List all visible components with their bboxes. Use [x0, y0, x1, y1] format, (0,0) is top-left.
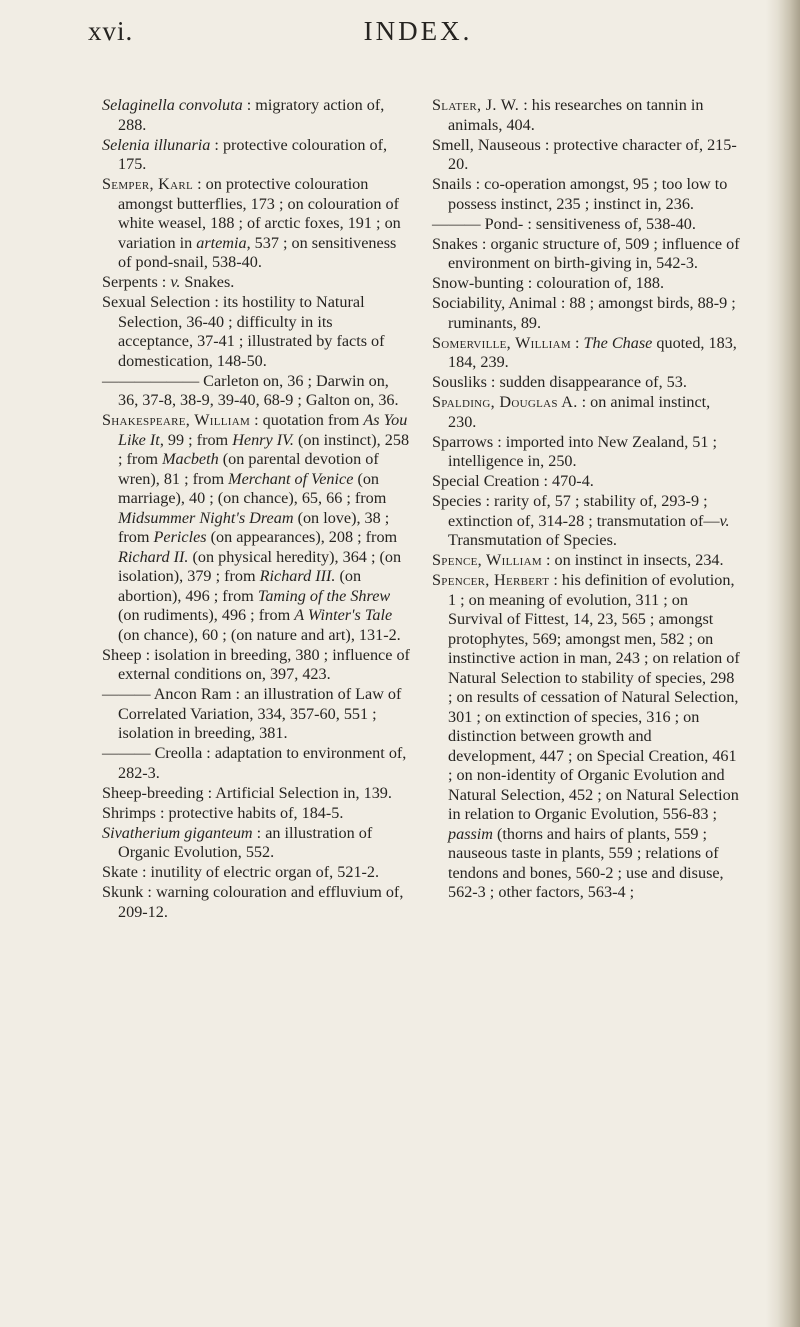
entry-text: : quotation from	[250, 411, 364, 429]
italic-term: Sivatherium giganteum	[102, 823, 253, 842]
index-entry	[102, 372, 410, 411]
entry-text: :	[570, 333, 584, 352]
italic-term: Pericles	[153, 528, 207, 546]
entry-text: Snakes.	[180, 273, 235, 291]
index-entry	[432, 334, 740, 373]
entry-text: Skate : inutility of electric organ of, 521-2.	[102, 863, 380, 881]
entry-text: (on instinct), 258 ; from	[118, 430, 410, 468]
entry-text: , 99 ; from	[159, 430, 233, 449]
entry-text: Snakes : organic structure of, 509 ; influence of environment on birth-giving in, 542-3.	[432, 234, 740, 272]
italic-term: Richard II.	[118, 547, 189, 566]
index-entry	[102, 804, 410, 824]
index-heading-name: Somerville, William	[432, 333, 571, 352]
index-entry	[102, 744, 410, 783]
entry-text: (on chance), 60 ; (on nature and art), 131-2.	[118, 625, 401, 644]
index-entry	[432, 235, 740, 274]
entry-text: Species : rarity of, 57 ; stability of, 293-9 ; extinction of, 314-28 ; transmutation of—	[432, 492, 720, 530]
ditto-dash: ———	[102, 685, 151, 703]
entry-text: (thorns and hairs of plants, 559 ; nauseous taste in plants, 559 ; relations of tendons and bones, 560-2 ; use and disuse, 562-3 ; other factors, 563-4 ;	[448, 824, 724, 901]
index-entry	[432, 373, 740, 393]
entry-text: : on animal instinct, 230.	[448, 393, 711, 431]
entry-text: (on appearances), 208 ; from	[206, 528, 398, 546]
entry-text: Sociability, Animal : 88 ; amongst birds, 88-9 ; ruminants, 89.	[432, 294, 736, 332]
ditto-dash: ——————	[102, 371, 200, 390]
entry-text: Skunk : warning colouration and effluvium of, 209-12.	[102, 883, 404, 921]
italic-term: Richard III.	[259, 567, 336, 585]
italic-term: Midsummer Night's Dream	[118, 508, 294, 527]
italic-term: Merchant of Venice	[228, 469, 354, 488]
italic-term: v.	[719, 511, 730, 530]
ditto-dash: ———	[432, 214, 481, 233]
italic-term: Selenia illunaria	[102, 135, 211, 154]
running-title: INDEX.	[363, 16, 473, 46]
index-entry	[432, 96, 740, 135]
entry-text: (on rudiments), 496 ; from	[118, 606, 295, 624]
index-columns	[102, 96, 762, 1311]
entry-text: : an illustration of Organic Evolution, 552.	[118, 823, 373, 861]
entry-text: , 537 ; on sensitiveness of pond-snail, 538-40.	[118, 233, 397, 271]
ditto-dash: ———	[102, 744, 151, 762]
entry-text: : his researches on tannin in animals, 404.	[448, 96, 704, 134]
entry-text: Ancon Ram : an illustration of Law of Correlated Variation, 334, 357-60, 551 ; isolation in breeding, 381.	[118, 685, 402, 742]
entry-text: Sparrows : imported into New Zealand, 51 ; intelligence in, 250.	[432, 432, 718, 470]
italic-term: Henry IV.	[232, 430, 294, 449]
entry-text: Carleton on, 36 ; Darwin on, 36, 37-8, 38-9, 39-40, 68-9 ; Galton on, 36.	[118, 371, 399, 409]
entry-text: Snails : co-operation amongst, 95 ; too low to possess instinct, 235 ; instinct in, 236.	[432, 175, 728, 213]
index-entry	[102, 411, 410, 645]
index-heading-name: Spencer, Herbert	[432, 571, 550, 589]
entry-text: Sheep-breeding : Artificial Selection in, 139.	[102, 783, 392, 802]
entry-text: : his definition of evolution, 1 ; on meaning of evolution, 311 ; on Survival of Fittest, 14, 23, 565 ; amongst protophytes, 569; amongst men, 582 ; on instinctive action in man, 243 ; on relation of Natural Selection to stability of species, 298 ; on results of cessation of Natural Selection, 301 ; on extinction of species, 316 ; on distinction between growth and development, 447 ; on Special Creation, 461 ; on non-identity of Organic Evolution and Natural Selection, 452 ; on Natural Selection in relation to Organic Evolution, 556-83 ;	[448, 571, 740, 823]
italic-term: artemia	[196, 233, 247, 252]
index-entry	[432, 551, 740, 571]
index-entry	[432, 393, 740, 432]
index-entry	[432, 274, 740, 294]
index-entry	[102, 646, 410, 685]
italic-term: The Chase	[583, 333, 653, 352]
entry-text: (on abortion), 496 ; from	[118, 567, 362, 605]
entry-text: : protective colouration of, 175.	[118, 135, 388, 173]
index-entry	[102, 273, 410, 293]
entry-text: Snow-bunting : colouration of, 188.	[432, 274, 664, 292]
entry-text: (on physical heredity), 364 ; (on isolation), 379 ; from	[118, 547, 402, 585]
index-heading-name: Slater, J. W.	[432, 96, 520, 114]
entry-text: Special Creation : 470-4.	[432, 472, 594, 490]
entry-text: : on instinct in insects, 234.	[541, 551, 724, 569]
index-entry	[432, 571, 740, 903]
index-entry	[432, 215, 740, 235]
entry-text: Serpents :	[102, 273, 171, 291]
index-entry	[102, 96, 410, 135]
index-heading-name: Spalding, Douglas A.	[432, 393, 578, 411]
italic-term: Taming of the Shrew	[257, 586, 391, 605]
index-entry	[432, 472, 740, 492]
index-heading-name: Semper, Karl	[102, 175, 194, 193]
entry-text: Sheep : isolation in breeding, 380 ; influence of external conditions on, 397, 423.	[102, 645, 410, 683]
entry-text: Sexual Selection : its hostility to Natural Selection, 36-40 ; difficulty in its acceptance, 37-41 ; illustrated by facts of domestication, 148-50.	[102, 293, 385, 370]
index-entry	[102, 685, 410, 744]
italic-term: As You Like It	[118, 411, 408, 449]
index-entry	[432, 294, 740, 333]
index-heading-name: Shakespeare, William	[102, 411, 251, 429]
entry-text: Pond- : sensitiveness of, 538-40.	[480, 214, 696, 233]
index-column-right	[432, 96, 740, 903]
page-header	[88, 16, 748, 56]
entry-text: quoted, 183, 184, 239.	[448, 333, 737, 371]
entry-text: Creolla : adaptation to environment of, 282-3.	[118, 744, 407, 782]
italic-term: passim	[448, 824, 493, 843]
index-entry	[102, 863, 410, 883]
index-entry	[102, 883, 410, 922]
index-entry	[432, 136, 740, 175]
index-entry	[432, 492, 740, 551]
entry-text: : migratory action of, 288.	[118, 96, 385, 134]
italic-term: A Winter's Tale	[294, 606, 393, 624]
page-edge-shadow	[766, 0, 800, 1327]
index-entry	[102, 136, 410, 175]
index-entry	[102, 824, 410, 863]
index-entry	[432, 175, 740, 214]
entry-text: (on marriage), 40 ; (on chance), 65, 66 ; from	[118, 469, 387, 507]
entry-text: (on love), 38 ; from	[118, 508, 390, 546]
entry-text: : on protective colouration amongst butterflies, 173 ; on colouration of white weasel, 188 ; of arctic foxes, 191 ; on variation in	[118, 175, 401, 252]
entry-text: (on parental devotion of wren), 81 ; from	[118, 450, 379, 488]
index-column-left	[102, 96, 410, 923]
page-number: xvi.	[88, 16, 134, 46]
italic-term: Macbeth	[162, 450, 219, 468]
entry-text: Sousliks : sudden disappearance of, 53.	[432, 373, 687, 391]
entry-text: Transmutation of Species.	[448, 531, 617, 549]
index-entry	[102, 784, 410, 804]
italic-term: v.	[170, 273, 181, 291]
index-entry	[102, 293, 410, 371]
entry-text: Smell, Nauseous : protective character of, 215-20.	[432, 135, 737, 173]
index-entry	[102, 175, 410, 273]
index-entry	[432, 433, 740, 472]
italic-term: Selaginella convoluta	[102, 96, 243, 114]
index-heading-name: Spence, William	[432, 551, 542, 569]
entry-text: Shrimps : protective habits of, 184-5.	[102, 803, 344, 822]
